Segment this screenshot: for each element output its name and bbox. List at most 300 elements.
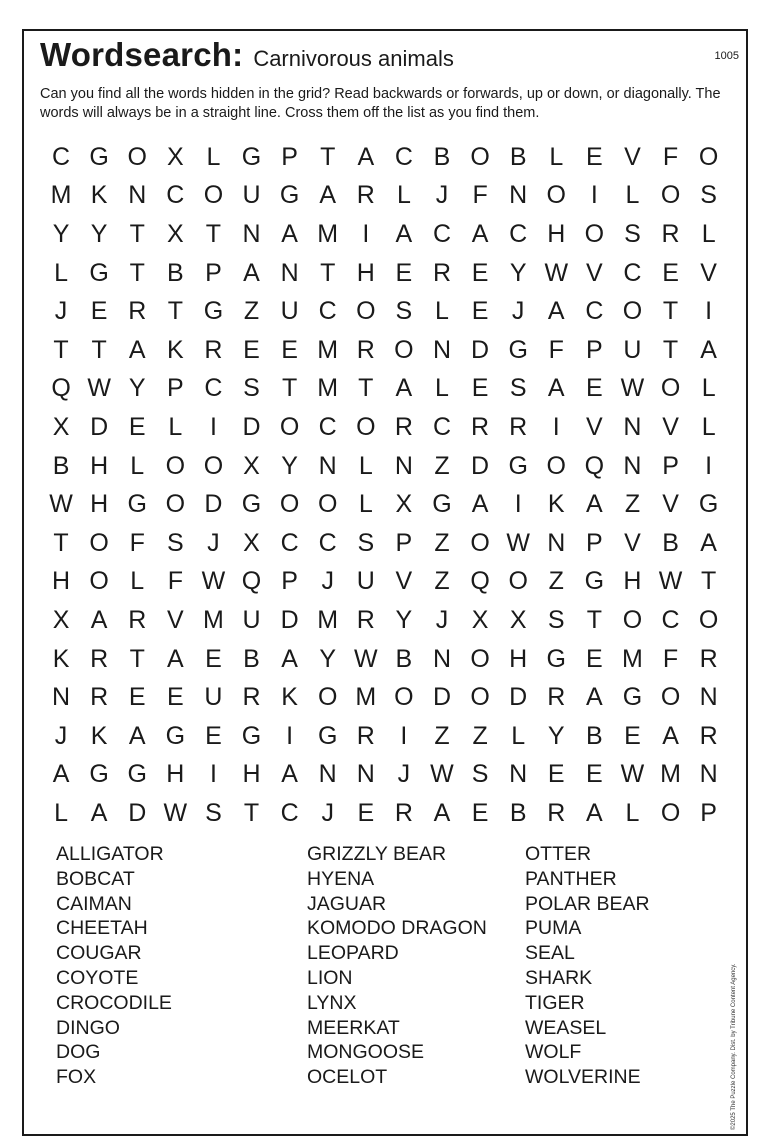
grid-letter[interactable]: L — [625, 181, 640, 210]
grid-letter[interactable]: T — [53, 335, 69, 364]
grid-letter[interactable]: T — [662, 297, 679, 326]
word-list-item[interactable]: BOBCAT — [56, 867, 135, 890]
grid-letter[interactable]: C — [585, 297, 604, 326]
grid-letter[interactable]: G — [203, 297, 224, 326]
grid-letter[interactable]: L — [130, 451, 145, 480]
grid-letter[interactable]: R — [242, 683, 261, 712]
grid-letter[interactable]: G — [279, 181, 300, 210]
grid-letter[interactable]: X — [471, 605, 489, 634]
word-list-item[interactable]: GRIZZLY BEAR — [307, 843, 447, 865]
word-list-item[interactable]: MEERKAT — [307, 1016, 400, 1039]
grid-letter[interactable]: Q — [51, 374, 71, 403]
grid-letter[interactable]: R — [509, 412, 528, 441]
word-list-item[interactable]: COUGAR — [56, 942, 142, 965]
word-list-item[interactable]: JAGUAR — [307, 892, 387, 915]
grid-letter[interactable]: O — [508, 567, 528, 596]
grid-letter[interactable]: L — [130, 567, 145, 596]
grid-letter[interactable]: O — [89, 528, 109, 557]
grid-letter[interactable]: K — [281, 683, 298, 712]
grid-letter[interactable]: A — [128, 335, 146, 364]
grid-letter[interactable]: M — [317, 219, 339, 248]
grid-letter[interactable]: J — [397, 760, 411, 789]
grid-letter[interactable]: M — [317, 335, 339, 364]
grid-letter[interactable]: C — [623, 258, 642, 287]
grid-letter[interactable]: R — [204, 335, 223, 364]
word-list-item[interactable]: HYENA — [307, 867, 375, 890]
grid-letter[interactable]: M — [317, 605, 339, 634]
word-list-item[interactable]: SHARK — [525, 966, 593, 989]
grid-letter[interactable]: I — [400, 721, 408, 750]
grid-letter[interactable]: H — [547, 219, 566, 248]
grid-letter[interactable]: R — [356, 605, 375, 634]
grid-letter[interactable]: E — [586, 142, 603, 171]
grid-letter[interactable]: L — [358, 490, 373, 519]
grid-letter[interactable]: E — [471, 374, 489, 403]
grid-letter[interactable]: M — [50, 181, 72, 210]
grid-letter[interactable]: A — [547, 297, 565, 326]
grid-letter[interactable]: T — [129, 219, 145, 248]
grid-letter[interactable]: C — [661, 605, 680, 634]
grid-letter[interactable]: Y — [281, 451, 298, 480]
grid-letter[interactable]: G — [317, 721, 338, 750]
grid-letter[interactable]: C — [166, 181, 185, 210]
grid-letter[interactable]: D — [432, 683, 452, 712]
grid-letter[interactable]: Y — [509, 258, 527, 287]
grid-letter[interactable]: P — [586, 335, 603, 364]
grid-letter[interactable]: M — [203, 605, 224, 634]
grid-letter[interactable]: R — [356, 181, 375, 210]
grid-letter[interactable]: P — [395, 528, 413, 557]
grid-letter[interactable]: V — [624, 142, 641, 171]
grid-letter[interactable]: T — [701, 567, 717, 596]
grid-letter[interactable]: G — [241, 721, 262, 750]
grid-letter[interactable]: C — [204, 374, 223, 403]
grid-letter[interactable]: W — [620, 760, 645, 789]
grid-letter[interactable]: R — [394, 412, 413, 441]
grid-letter[interactable]: B — [662, 528, 679, 557]
grid-letter[interactable]: G — [89, 142, 109, 171]
grid-letter[interactable]: O — [279, 490, 300, 519]
grid-letter[interactable]: Z — [434, 451, 450, 480]
grid-letter[interactable]: Y — [319, 644, 337, 673]
word-list-item[interactable]: LION — [307, 966, 353, 989]
grid-letter[interactable]: Z — [434, 567, 450, 596]
grid-letter[interactable]: Y — [395, 605, 413, 634]
grid-letter[interactable]: L — [358, 451, 373, 480]
grid-letter[interactable]: J — [511, 297, 525, 326]
grid-letter[interactable]: G — [89, 760, 109, 789]
grid-letter[interactable]: R — [394, 798, 413, 827]
grid-letter[interactable]: I — [209, 412, 217, 441]
grid-letter[interactable]: R — [356, 335, 375, 364]
grid-letter[interactable]: M — [660, 760, 681, 789]
grid-letter[interactable]: N — [394, 451, 413, 480]
grid-letter[interactable]: E — [471, 798, 489, 827]
grid-letter[interactable]: R — [90, 644, 109, 673]
grid-letter[interactable]: O — [165, 490, 186, 519]
grid-letter[interactable]: C — [318, 528, 337, 557]
grid-letter[interactable]: T — [205, 219, 222, 248]
grid-letter[interactable]: N — [699, 683, 718, 712]
grid-letter[interactable]: T — [358, 374, 374, 403]
grid-letter[interactable]: I — [552, 412, 560, 441]
grid-letter[interactable]: K — [90, 721, 108, 750]
grid-letter[interactable]: A — [90, 798, 108, 827]
grid-letter[interactable]: I — [705, 451, 713, 480]
grid-letter[interactable]: I — [362, 219, 370, 248]
grid-letter[interactable]: F — [548, 335, 564, 364]
grid-letter[interactable]: O — [660, 683, 681, 712]
word-list-item[interactable]: OTTER — [525, 843, 592, 865]
grid-letter[interactable]: H — [90, 451, 109, 480]
grid-letter[interactable]: H — [623, 567, 642, 596]
grid-letter[interactable]: N — [623, 412, 642, 441]
grid-letter[interactable]: W — [163, 798, 188, 827]
grid-letter[interactable]: G — [127, 760, 147, 789]
grid-letter[interactable]: A — [471, 219, 489, 248]
grid-letter[interactable]: Q — [584, 451, 605, 480]
grid-letter[interactable]: Y — [52, 219, 70, 248]
grid-letter[interactable]: C — [52, 142, 71, 171]
grid-letter[interactable]: V — [662, 412, 679, 441]
grid-letter[interactable]: D — [90, 412, 109, 441]
grid-letter[interactable]: R — [547, 683, 566, 712]
grid-letter[interactable]: T — [53, 528, 69, 557]
grid-letter[interactable]: H — [509, 644, 528, 673]
grid-letter[interactable]: R — [661, 219, 680, 248]
grid-letter[interactable]: V — [166, 605, 184, 634]
grid-letter[interactable]: N — [509, 760, 528, 789]
grid-letter[interactable]: R — [90, 683, 109, 712]
grid-letter[interactable]: A — [128, 721, 146, 750]
grid-letter[interactable]: F — [662, 644, 679, 673]
word-list-item[interactable]: CAIMAN — [56, 892, 132, 915]
grid-letter[interactable]: D — [128, 798, 147, 827]
grid-letter[interactable]: W — [430, 760, 454, 789]
grid-letter[interactable]: B — [395, 644, 413, 673]
grid-letter[interactable]: G — [127, 490, 147, 519]
grid-letter[interactable]: N — [509, 181, 528, 210]
grid-letter[interactable]: P — [281, 567, 298, 596]
grid-letter[interactable]: Z — [434, 721, 450, 750]
grid-letter[interactable]: T — [129, 644, 145, 673]
grid-letter[interactable]: I — [514, 490, 522, 519]
grid-letter[interactable]: F — [662, 142, 679, 171]
word-list-item[interactable]: POLAR BEAR — [525, 892, 650, 915]
grid-letter[interactable]: Q — [241, 567, 262, 596]
grid-letter[interactable]: O — [317, 490, 338, 519]
grid-letter[interactable]: B — [243, 644, 260, 673]
grid-letter[interactable]: Y — [547, 721, 565, 750]
grid-letter[interactable]: I — [286, 721, 294, 750]
word-list-item[interactable]: PANTHER — [525, 867, 617, 890]
grid-letter[interactable]: T — [281, 374, 298, 403]
grid-letter[interactable]: T — [586, 605, 602, 634]
grid-letter[interactable]: L — [435, 297, 449, 326]
grid-letter[interactable]: V — [586, 258, 603, 287]
grid-letter[interactable]: X — [166, 219, 184, 248]
grid-letter[interactable]: C — [318, 297, 337, 326]
grid-letter[interactable]: O — [356, 412, 376, 441]
grid-letter[interactable]: J — [321, 567, 334, 596]
grid-letter[interactable]: W — [353, 644, 378, 673]
grid-letter[interactable]: G — [546, 644, 566, 673]
grid-letter[interactable]: E — [90, 297, 108, 326]
grid-letter[interactable]: V — [624, 528, 641, 557]
grid-letter[interactable]: E — [395, 258, 413, 287]
grid-letter[interactable]: O — [470, 683, 490, 712]
word-list-item[interactable]: SEAL — [525, 942, 575, 965]
grid-letter[interactable]: A — [586, 683, 603, 712]
grid-letter[interactable]: O — [546, 181, 566, 210]
grid-letter[interactable]: S — [471, 760, 489, 789]
word-list-item[interactable]: KOMODO DRAGON — [307, 917, 487, 940]
grid-letter[interactable]: R — [471, 412, 490, 441]
word-list-item[interactable]: LYNX — [307, 991, 357, 1014]
grid-letter[interactable]: X — [243, 451, 260, 480]
grid-letter[interactable]: T — [243, 798, 260, 827]
grid-letter[interactable]: R — [432, 258, 452, 287]
grid-letter[interactable]: O — [203, 181, 224, 210]
grid-letter[interactable]: G — [241, 142, 262, 171]
grid-letter[interactable]: O — [203, 451, 224, 480]
grid-letter[interactable]: O — [127, 142, 147, 171]
grid-letter[interactable]: C — [432, 412, 452, 441]
grid-letter[interactable]: R — [128, 297, 147, 326]
grid-letter[interactable]: X — [52, 605, 70, 634]
grid-letter[interactable]: W — [506, 528, 530, 557]
word-list-item[interactable]: TIGER — [525, 991, 585, 1014]
grid-letter[interactable]: A — [662, 721, 679, 750]
grid-letter[interactable]: O — [470, 528, 490, 557]
grid-letter[interactable]: E — [243, 335, 260, 364]
grid-letter[interactable]: E — [357, 798, 375, 827]
grid-letter[interactable]: R — [699, 721, 718, 750]
grid-letter[interactable]: N — [318, 451, 337, 480]
grid-letter[interactable]: A — [281, 219, 298, 248]
grid-letter[interactable]: Z — [472, 721, 488, 750]
grid-letter[interactable]: W — [87, 374, 111, 403]
grid-letter[interactable]: N — [318, 760, 337, 789]
grid-letter[interactable]: S — [624, 219, 641, 248]
grid-letter[interactable]: Z — [243, 297, 260, 326]
grid-letter[interactable]: C — [280, 798, 299, 827]
grid-letter[interactable]: A — [281, 760, 298, 789]
grid-letter[interactable]: B — [52, 451, 70, 480]
grid-letter[interactable]: C — [509, 219, 528, 248]
grid-letter[interactable]: X — [166, 142, 184, 171]
grid-letter[interactable]: K — [166, 335, 184, 364]
grid-letter[interactable]: Q — [470, 567, 490, 596]
word-list-item[interactable]: WOLF — [525, 1041, 582, 1064]
grid-letter[interactable]: U — [280, 297, 299, 326]
grid-letter[interactable]: S — [166, 528, 184, 557]
grid-letter[interactable]: C — [318, 412, 337, 441]
grid-letter[interactable]: G — [165, 721, 186, 750]
grid-letter[interactable]: J — [54, 721, 68, 750]
grid-letter[interactable]: N — [547, 528, 566, 557]
word-list-item[interactable]: CROCODILE — [56, 991, 172, 1014]
grid-letter[interactable]: Y — [90, 219, 108, 248]
word-list-item[interactable]: COYOTE — [56, 966, 139, 989]
grid-letter[interactable]: Y — [128, 374, 146, 403]
grid-letter[interactable]: S — [547, 605, 565, 634]
grid-letter[interactable]: E — [128, 412, 146, 441]
grid-letter[interactable]: S — [243, 374, 260, 403]
grid-letter[interactable]: P — [166, 374, 184, 403]
grid-letter[interactable]: E — [662, 258, 679, 287]
grid-letter[interactable]: O — [584, 219, 605, 248]
grid-letter[interactable]: H — [90, 490, 109, 519]
grid-letter[interactable]: D — [471, 451, 490, 480]
grid-letter[interactable]: J — [321, 798, 334, 827]
grid-letter[interactable]: F — [167, 567, 183, 596]
grid-letter[interactable]: J — [435, 605, 449, 634]
grid-letter[interactable]: I — [590, 181, 598, 210]
grid-letter[interactable]: C — [432, 219, 452, 248]
grid-letter[interactable]: N — [128, 181, 147, 210]
grid-letter[interactable]: J — [207, 528, 220, 557]
word-list-item[interactable]: OCELOT — [307, 1066, 388, 1089]
grid-letter[interactable]: T — [320, 142, 336, 171]
word-list-item[interactable]: DOG — [56, 1041, 101, 1064]
grid-letter[interactable]: E — [624, 721, 641, 750]
grid-letter[interactable]: E — [166, 683, 184, 712]
grid-letter[interactable]: E — [128, 683, 146, 712]
grid-letter[interactable]: E — [586, 374, 603, 403]
grid-letter[interactable]: D — [204, 490, 223, 519]
grid-letter[interactable]: N — [242, 219, 261, 248]
grid-letter[interactable]: F — [472, 181, 488, 210]
grid-letter[interactable]: O — [356, 297, 376, 326]
grid-letter[interactable]: W — [620, 374, 645, 403]
word-list-item[interactable]: MONGOOSE — [307, 1041, 425, 1064]
grid-letter[interactable]: W — [658, 567, 683, 596]
grid-letter[interactable]: O — [470, 644, 490, 673]
grid-letter[interactable]: V — [586, 412, 603, 441]
grid-letter[interactable]: O — [470, 142, 490, 171]
grid-letter[interactable]: S — [395, 297, 413, 326]
grid-letter[interactable]: K — [90, 181, 108, 210]
grid-letter[interactable]: X — [52, 412, 70, 441]
grid-letter[interactable]: G — [698, 490, 719, 519]
grid-letter[interactable]: N — [432, 644, 452, 673]
grid-letter[interactable]: B — [166, 258, 184, 287]
grid-letter[interactable]: A — [586, 798, 603, 827]
grid-letter[interactable]: A — [700, 528, 717, 557]
grid-letter[interactable]: A — [395, 374, 413, 403]
grid-letter[interactable]: P — [205, 258, 222, 287]
grid-letter[interactable]: L — [435, 374, 449, 403]
grid-letter[interactable]: T — [129, 258, 145, 287]
grid-letter[interactable]: Z — [434, 528, 450, 557]
grid-letter[interactable]: L — [701, 412, 716, 441]
grid-letter[interactable]: R — [128, 605, 147, 634]
word-list-item[interactable]: CHEETAH — [56, 917, 148, 940]
grid-letter[interactable]: G — [89, 258, 109, 287]
grid-letter[interactable]: N — [52, 683, 71, 712]
grid-letter[interactable]: R — [699, 644, 718, 673]
grid-letter[interactable]: D — [242, 412, 261, 441]
grid-letter[interactable]: X — [509, 605, 527, 634]
grid-letter[interactable]: W — [49, 490, 73, 519]
grid-letter[interactable]: N — [432, 335, 452, 364]
grid-letter[interactable]: V — [395, 567, 413, 596]
grid-letter[interactable]: M — [622, 644, 643, 673]
grid-letter[interactable]: L — [396, 181, 411, 210]
word-list-item[interactable]: WEASEL — [525, 1016, 607, 1039]
grid-letter[interactable]: G — [508, 335, 528, 364]
word-list-item[interactable]: DINGO — [56, 1016, 120, 1039]
grid-letter[interactable]: J — [435, 181, 449, 210]
grid-letter[interactable]: O — [394, 335, 414, 364]
grid-letter[interactable]: L — [701, 219, 716, 248]
grid-letter[interactable]: O — [165, 451, 186, 480]
grid-letter[interactable]: S — [509, 374, 527, 403]
grid-letter[interactable]: O — [546, 451, 566, 480]
grid-letter[interactable]: O — [279, 412, 300, 441]
grid-letter[interactable]: A — [90, 605, 108, 634]
grid-letter[interactable]: G — [432, 490, 452, 519]
grid-letter[interactable]: B — [586, 721, 603, 750]
grid-letter[interactable]: L — [54, 798, 68, 827]
word-list-item[interactable]: ALLIGATOR — [56, 843, 164, 865]
grid-letter[interactable]: W — [544, 258, 569, 287]
grid-letter[interactable]: N — [699, 760, 718, 789]
grid-letter[interactable]: B — [433, 142, 451, 171]
grid-letter[interactable]: O — [698, 605, 719, 634]
grid-letter[interactable]: L — [549, 142, 564, 171]
grid-letter[interactable]: O — [394, 683, 414, 712]
grid-letter[interactable]: K — [52, 644, 70, 673]
grid-letter[interactable]: G — [622, 683, 643, 712]
grid-letter[interactable]: A — [357, 142, 375, 171]
grid-letter[interactable]: N — [623, 451, 642, 480]
grid-letter[interactable]: E — [471, 297, 489, 326]
grid-letter[interactable]: Z — [548, 567, 564, 596]
grid-letter[interactable]: I — [705, 297, 713, 326]
word-list-item[interactable]: PUMA — [525, 917, 582, 940]
grid-letter[interactable]: V — [700, 258, 717, 287]
grid-letter[interactable]: U — [242, 605, 261, 634]
grid-letter[interactable]: X — [395, 490, 413, 519]
grid-letter[interactable]: H — [52, 567, 71, 596]
grid-letter[interactable]: V — [662, 490, 679, 519]
grid-letter[interactable]: L — [168, 412, 183, 441]
grid-letter[interactable]: J — [54, 297, 68, 326]
grid-letter[interactable]: G — [508, 451, 528, 480]
grid-letter[interactable]: E — [205, 721, 222, 750]
grid-letter[interactable]: T — [167, 297, 183, 326]
grid-letter[interactable]: W — [201, 567, 226, 596]
grid-letter[interactable]: C — [280, 528, 299, 557]
grid-letter[interactable]: F — [129, 528, 145, 557]
grid-letter[interactable]: R — [356, 721, 375, 750]
grid-letter[interactable]: O — [317, 683, 338, 712]
grid-letter[interactable]: Z — [624, 490, 641, 519]
grid-letter[interactable]: U — [623, 335, 642, 364]
grid-letter[interactable]: G — [584, 567, 605, 596]
grid-letter[interactable]: O — [698, 142, 719, 171]
grid-letter[interactable]: P — [662, 451, 679, 480]
grid-letter[interactable]: A — [243, 258, 260, 287]
grid-letter[interactable]: B — [509, 142, 527, 171]
grid-letter[interactable]: O — [89, 567, 109, 596]
grid-letter[interactable]: U — [204, 683, 223, 712]
grid-letter[interactable]: A — [547, 374, 565, 403]
grid-letter[interactable]: E — [205, 644, 222, 673]
grid-letter[interactable]: S — [357, 528, 375, 557]
